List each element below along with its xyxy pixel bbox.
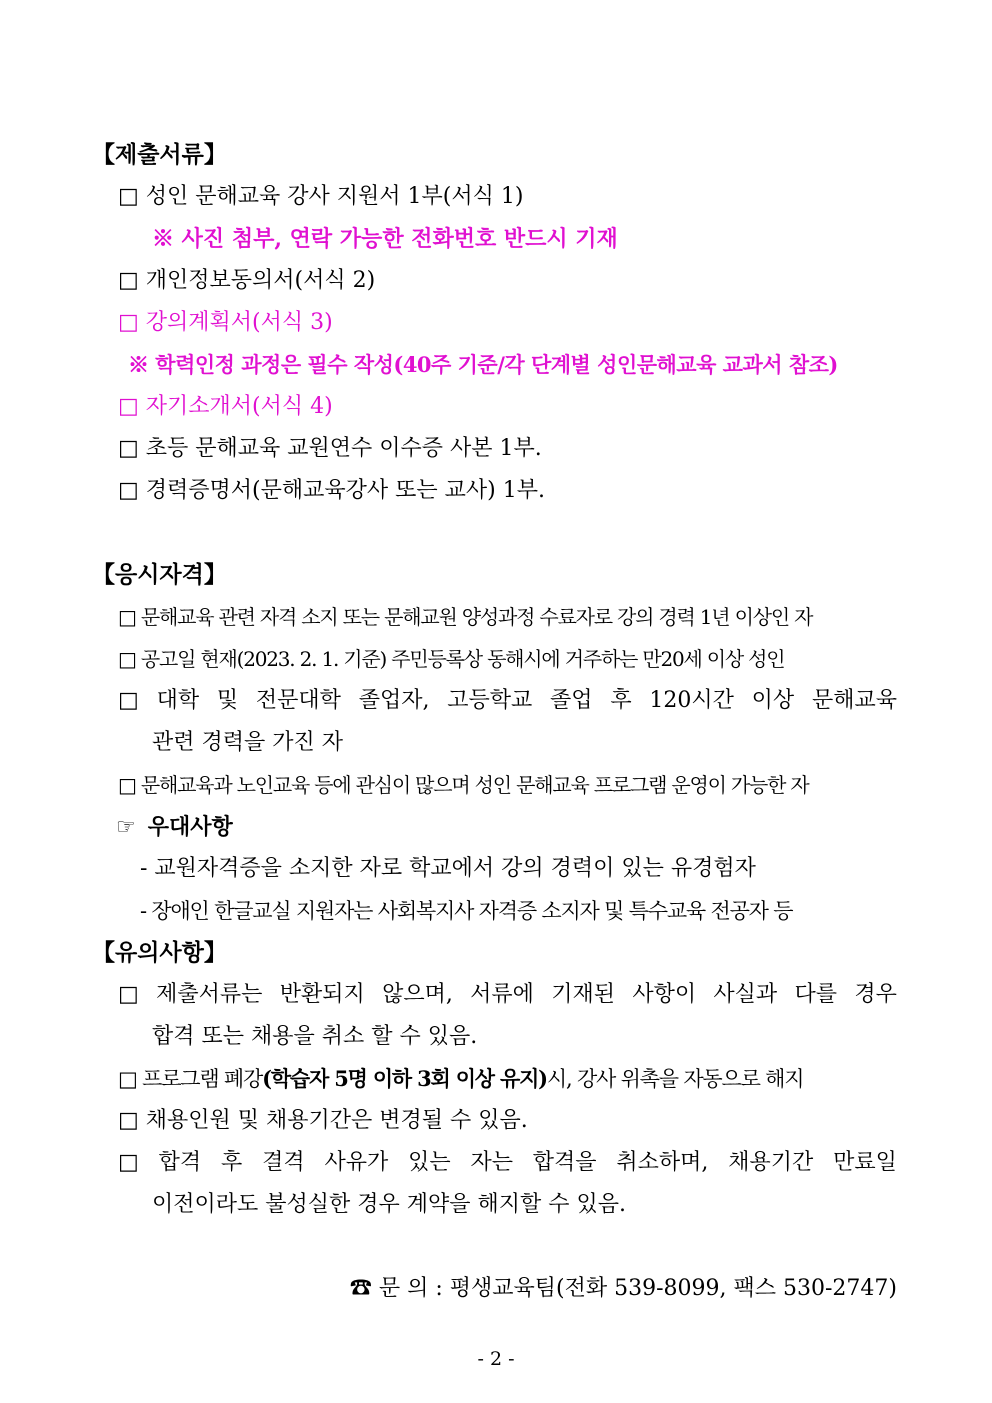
- word: 대학: [156, 688, 200, 713]
- list-item: □ 문해교육과 노인교육 등에 관심이 많으며 성인 문해교육 프로그램 운영이 가능한 자: [118, 773, 809, 797]
- word: 후: [610, 688, 632, 713]
- word: 있는: [408, 1150, 451, 1175]
- list-item: □ 채용인원 및 채용기간은 변경될 수 있음.: [118, 1108, 528, 1133]
- word: 만료일: [833, 1150, 897, 1175]
- pointing-hand-icon: ☞: [116, 815, 136, 840]
- emphasis-text: (학습자 5명 이하 3회 이상 유지): [262, 1066, 547, 1091]
- list-item: [118, 1148, 897, 1178]
- word: 합격: [158, 1150, 202, 1175]
- list-item: □ 문해교육 관련 자격 소지 또는 문해교원 양성과정 수료자로 강의 경력 1년 이상인 자: [118, 605, 813, 629]
- preference-item: - 교원자격증을 소지한 자로 학교에서 강의 경력이 있는 유경험자: [140, 856, 756, 881]
- phone-icon: ☎: [349, 1276, 372, 1301]
- text-segment: □ 프로그램 폐강: [118, 1067, 263, 1091]
- list-item: □ 성인 문해교육 강사 지원서 1부(서식 1): [118, 184, 524, 209]
- word: □: [118, 1150, 139, 1175]
- word: 기재된: [551, 982, 615, 1007]
- word: 사유가: [324, 1150, 389, 1175]
- word: 제출서류는: [156, 982, 263, 1007]
- word: 결격: [262, 1150, 305, 1175]
- list-item: □ 개인정보동의서(서식 2): [118, 268, 376, 293]
- word: 졸업자,: [358, 688, 430, 713]
- word: 졸업: [550, 688, 593, 713]
- list-item: □ 강의계획서(서식 3): [118, 310, 333, 335]
- list-item: [118, 980, 897, 1010]
- word: 전문대학: [255, 688, 341, 713]
- contact-text: 문 의 : 평생교육팀(전화 539-8099, 팩스 530-2747): [378, 1276, 897, 1301]
- list-item-continuation: 관련 경력을 가진 자: [152, 730, 343, 755]
- list-item: □ 경력증명서(문해교육강사 또는 교사) 1부.: [118, 478, 545, 503]
- word: □: [118, 688, 139, 713]
- text-segment: 시, 강사 위촉을 자동으로 해지: [546, 1067, 804, 1091]
- word: 합격을: [532, 1150, 597, 1175]
- word: 사실과: [713, 982, 778, 1007]
- word: 서류에: [470, 982, 534, 1007]
- word: 문해교육: [811, 688, 897, 713]
- list-item: □ 공고일 현재(2023. 2. 1. 기준) 주민등록상 동해시에 거주하는 만20세 이상 성인: [118, 647, 785, 671]
- section-title-qualifications: 【응시자격】: [92, 562, 227, 588]
- section-title-notes: 【유의사항】: [92, 940, 227, 966]
- word: 사항이: [632, 982, 697, 1007]
- word: 취소하며,: [616, 1150, 709, 1175]
- word: 반환되지: [279, 982, 365, 1007]
- note: ※ 학력인정 과정은 필수 작성(40주 기준/각 단계별 성인문해교육 교과서 참조): [128, 352, 838, 377]
- list-item: [118, 1064, 803, 1094]
- preference-heading: [116, 812, 233, 842]
- page-number: - 2 -: [477, 1348, 515, 1370]
- list-item-continuation: 이전이라도 불성실한 경우 계약을 해지할 수 있음.: [152, 1192, 626, 1217]
- preference-item: - 장애인 한글교실 지원자는 사회복지사 자격증 소지자 및 특수교육 전공자 등: [140, 899, 793, 923]
- word: 자는: [470, 1150, 513, 1175]
- word: 않으며,: [382, 982, 453, 1007]
- word: 이상: [751, 688, 795, 713]
- word: 채용기간: [728, 1150, 814, 1175]
- section-title-documents: 【제출서류】: [92, 142, 227, 168]
- list-item: □ 초등 문해교육 교원연수 이수증 사본 1부.: [118, 436, 542, 461]
- list-item: [118, 686, 897, 716]
- preference-title: 우대사항: [147, 814, 233, 840]
- list-item-continuation: 합격 또는 채용을 취소 할 수 있음.: [152, 1024, 478, 1049]
- word: 다를: [794, 982, 838, 1007]
- list-item: □ 자기소개서(서식 4): [118, 394, 333, 419]
- word: 경우: [854, 982, 897, 1007]
- contact-line: [0, 1274, 897, 1304]
- word: 및: [216, 688, 239, 713]
- word: 120시간: [649, 688, 734, 713]
- note: ※ 사진 첨부, 연락 가능한 전화번호 반드시 기재: [152, 226, 618, 252]
- word: 후: [221, 1150, 243, 1175]
- word: □: [118, 982, 139, 1007]
- word: 고등학교: [447, 688, 533, 713]
